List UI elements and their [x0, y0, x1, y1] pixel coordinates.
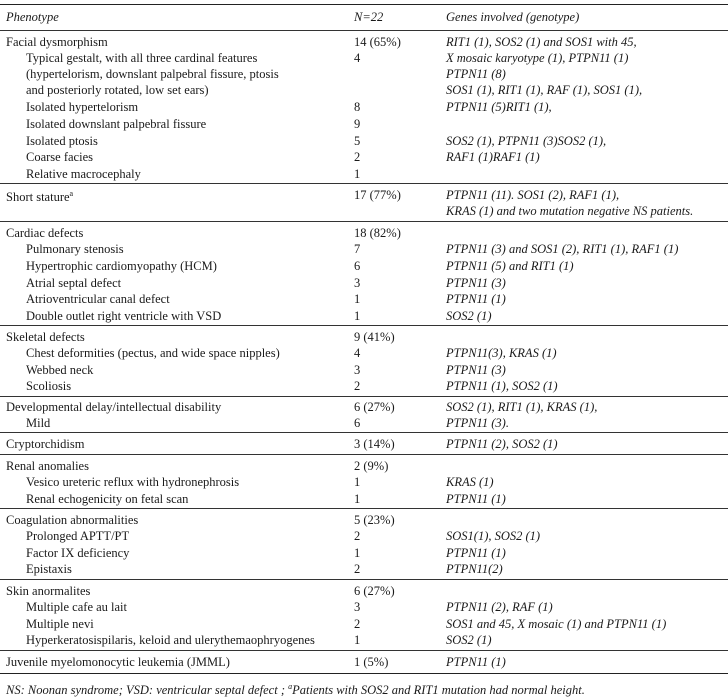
row-cardiac-defects: Cardiac defects	[6, 226, 84, 240]
row-facial-dysmorphism: Facial dysmorphism	[6, 35, 108, 49]
genes-vesico-ureteric-reflux: KRAS (1)	[446, 475, 494, 489]
sub-relative-macrocephaly: Relative macrocephaly	[26, 167, 141, 181]
n-dorv-vsd: 1	[354, 309, 361, 323]
genes-developmental-delay: SOS2 (1), RIT1 (1), KRAS (1),	[446, 400, 598, 414]
n-epistaxis: 2	[354, 562, 361, 576]
genes-short-stature-2: KRAS (1) and two mutation negative NS patients.	[446, 204, 694, 218]
table-footnote	[6, 679, 585, 698]
n-av-canal-defect: 1	[354, 292, 361, 306]
genes-prolonged-aptt: SOS1(1), SOS2 (1)	[446, 529, 541, 543]
section-rule	[0, 325, 728, 326]
sub-chest-deformities: Chest deformities (pectus, and wide space nipples)	[26, 346, 280, 360]
row-cryptorchidism: Cryptorchidism	[6, 437, 85, 451]
row-jmml: Juvenile myelomonocytic leukemia (JMML)	[6, 655, 230, 669]
section-rule	[0, 396, 728, 397]
genes-short-stature-1: PTPN11 (11). SOS1 (2), RAF1 (1),	[446, 188, 620, 202]
row-developmental-delay: Developmental delay/intellectual disability	[6, 400, 222, 414]
genes-factor-ix: PTPN11 (1)	[446, 546, 506, 560]
genes-cryptorchidism: PTPN11 (2), SOS2 (1)	[446, 437, 558, 451]
n-typical-gestalt: 4	[354, 51, 361, 65]
sub-isolated-ptosis: Isolated ptosis	[26, 134, 98, 148]
n-facial-dysmorphism: 14 (65%)	[354, 35, 401, 49]
n-chest-deformities: 4	[354, 346, 361, 360]
genes-webbed-neck: PTPN11 (3)	[446, 363, 506, 377]
n-isolated-hypertelorism: 8	[354, 100, 361, 114]
genes-epistaxis: PTPN11(2)	[446, 562, 503, 576]
table-bottom-rule	[0, 673, 728, 674]
n-renal-anomalies: 2 (9%)	[354, 459, 389, 473]
genes-typical-gestalt-1: X mosaic karyotype (1), PTPN11 (1)	[446, 51, 629, 65]
sub-epistaxis: Epistaxis	[26, 562, 72, 576]
section-rule	[0, 508, 728, 509]
genes-hcm: PTPN11 (5) and RIT1 (1)	[446, 259, 574, 273]
footnote-abbrev: NS: Noonan syndrome; VSD: ventricular septal defect ;	[6, 683, 289, 698]
sub-typical-gestalt-line3: and posteriorly rotated, low set ears)	[26, 83, 209, 97]
n-coagulation: 5 (23%)	[354, 513, 395, 527]
genes-isolated-ptosis: SOS2 (1), PTPN11 (3)SOS2 (1),	[446, 134, 607, 148]
n-coarse-facies: 2	[354, 150, 361, 164]
sub-hcm: Hypertrophic cardiomyopathy (HCM)	[26, 259, 217, 273]
row-renal-anomalies: Renal anomalies	[6, 459, 89, 473]
header-genes: Genes involved (genotype)	[446, 10, 580, 24]
genes-jmml: PTPN11 (1)	[446, 655, 506, 669]
sub-multiple-nevi: Multiple nevi	[26, 617, 94, 631]
n-scoliosis: 2	[354, 379, 361, 393]
n-pulmonary-stenosis: 7	[354, 242, 361, 256]
header-rule	[0, 30, 728, 31]
n-atrial-septal-defect: 3	[354, 276, 361, 290]
n-cardiac-defects: 18 (82%)	[354, 226, 401, 240]
genes-pulmonary-stenosis: PTPN11 (3) and SOS1 (2), RIT1 (1), RAF1 (1)	[446, 242, 679, 256]
n-relative-macrocephaly: 1	[354, 167, 361, 181]
genes-typical-gestalt-3: SOS1 (1), RIT1 (1), RAF (1), SOS1 (1),	[446, 83, 643, 97]
sub-cafe-au-lait: Multiple cafe au lait	[26, 600, 128, 614]
n-webbed-neck: 3	[354, 363, 361, 377]
n-factor-ix: 1	[354, 546, 361, 560]
header-n: N=22	[354, 10, 384, 24]
section-rule	[0, 183, 728, 184]
sub-typical-gestalt-line2: (hypertelorism, downslant palpebral fissure, ptosis	[26, 67, 279, 81]
sub-isolated-hypertelorism: Isolated hypertelorism	[26, 100, 139, 114]
section-rule	[0, 221, 728, 222]
row-short-stature	[6, 186, 73, 205]
sub-atrial-septal-defect: Atrial septal defect	[26, 276, 122, 290]
sub-hyperkeratosis: Hyperkeratosispilaris, keloid and ulerythemaophryogenes	[26, 633, 315, 647]
n-cryptorchidism: 3 (14%)	[354, 437, 395, 451]
n-hcm: 6	[354, 259, 361, 273]
section-rule	[0, 432, 728, 433]
sub-scoliosis: Scoliosis	[26, 379, 72, 393]
sub-webbed-neck: Webbed neck	[26, 363, 94, 377]
genes-renal-echogenicity: PTPN11 (1)	[446, 492, 506, 506]
genes-scoliosis: PTPN11 (1), SOS2 (1)	[446, 379, 558, 393]
n-short-stature: 17 (77%)	[354, 188, 401, 202]
sub-mild: Mild	[26, 416, 51, 430]
genes-cafe-au-lait: PTPN11 (2), RAF (1)	[446, 600, 553, 614]
footnote-mark: a	[288, 682, 293, 691]
genes-coarse-facies: RAF1 (1)RAF1 (1)	[446, 150, 540, 164]
genes-dorv-vsd: SOS2 (1)	[446, 309, 492, 323]
sub-typical-gestalt-line1: Typical gestalt, with all three cardinal features	[26, 51, 258, 65]
n-jmml: 1 (5%)	[354, 655, 389, 669]
sub-dorv-vsd: Double outlet right ventricle with VSD	[26, 309, 222, 323]
genes-hyperkeratosis: SOS2 (1)	[446, 633, 492, 647]
genes-typical-gestalt-2: PTPN11 (8)	[446, 67, 506, 81]
sub-prolonged-aptt: Prolonged APTT/PT	[26, 529, 130, 543]
row-coagulation: Coagulation abnormalities	[6, 513, 139, 527]
sub-pulmonary-stenosis: Pulmonary stenosis	[26, 242, 124, 256]
n-prolonged-aptt: 2	[354, 529, 361, 543]
sub-coarse-facies: Coarse facies	[26, 150, 93, 164]
n-cafe-au-lait: 3	[354, 600, 361, 614]
sub-isolated-downslant: Isolated downslant palpebral fissure	[26, 117, 207, 131]
n-mild: 6	[354, 416, 361, 430]
n-multiple-nevi: 2	[354, 617, 361, 631]
section-rule	[0, 650, 728, 651]
section-rule	[0, 579, 728, 580]
genes-mild: PTPN11 (3).	[446, 416, 509, 430]
row-skeletal-defects: Skeletal defects	[6, 330, 85, 344]
sub-vesico-ureteric-reflux: Vesico ureteric reflux with hydronephrosis	[26, 475, 240, 489]
genes-isolated-hypertelorism: PTPN11 (5)RIT1 (1),	[446, 100, 552, 114]
genes-multiple-nevi: SOS1 and 45, X mosaic (1) and PTPN11 (1)	[446, 617, 667, 631]
n-skeletal-defects: 9 (41%)	[354, 330, 395, 344]
row-skin: Skin anormalites	[6, 584, 91, 598]
n-renal-echogenicity: 1	[354, 492, 361, 506]
sub-factor-ix: Factor IX deficiency	[26, 546, 130, 560]
table-top-rule	[0, 4, 728, 5]
genes-chest-deformities: PTPN11(3), KRAS (1)	[446, 346, 557, 360]
n-isolated-ptosis: 5	[354, 134, 361, 148]
genes-facial-dysmorphism: RIT1 (1), SOS2 (1) and SOS1 with 45,	[446, 35, 637, 49]
short-stature-footnote-mark: a	[69, 189, 74, 198]
n-hyperkeratosis: 1	[354, 633, 361, 647]
footnote-note: Patients with SOS2 and RIT1 mutation had normal height.	[292, 683, 585, 698]
n-isolated-downslant: 9	[354, 117, 361, 131]
genes-atrial-septal-defect: PTPN11 (3)	[446, 276, 506, 290]
header-phenotype: Phenotype	[6, 10, 59, 24]
n-skin: 6 (27%)	[354, 584, 395, 598]
section-rule	[0, 454, 728, 455]
short-stature-label: Short stature	[6, 190, 70, 205]
genes-av-canal-defect: PTPN11 (1)	[446, 292, 506, 306]
sub-av-canal-defect: Atrioventricular canal defect	[26, 292, 170, 306]
sub-renal-echogenicity: Renal echogenicity on fetal scan	[26, 492, 189, 506]
n-developmental-delay: 6 (27%)	[354, 400, 395, 414]
n-vesico-ureteric-reflux: 1	[354, 475, 361, 489]
